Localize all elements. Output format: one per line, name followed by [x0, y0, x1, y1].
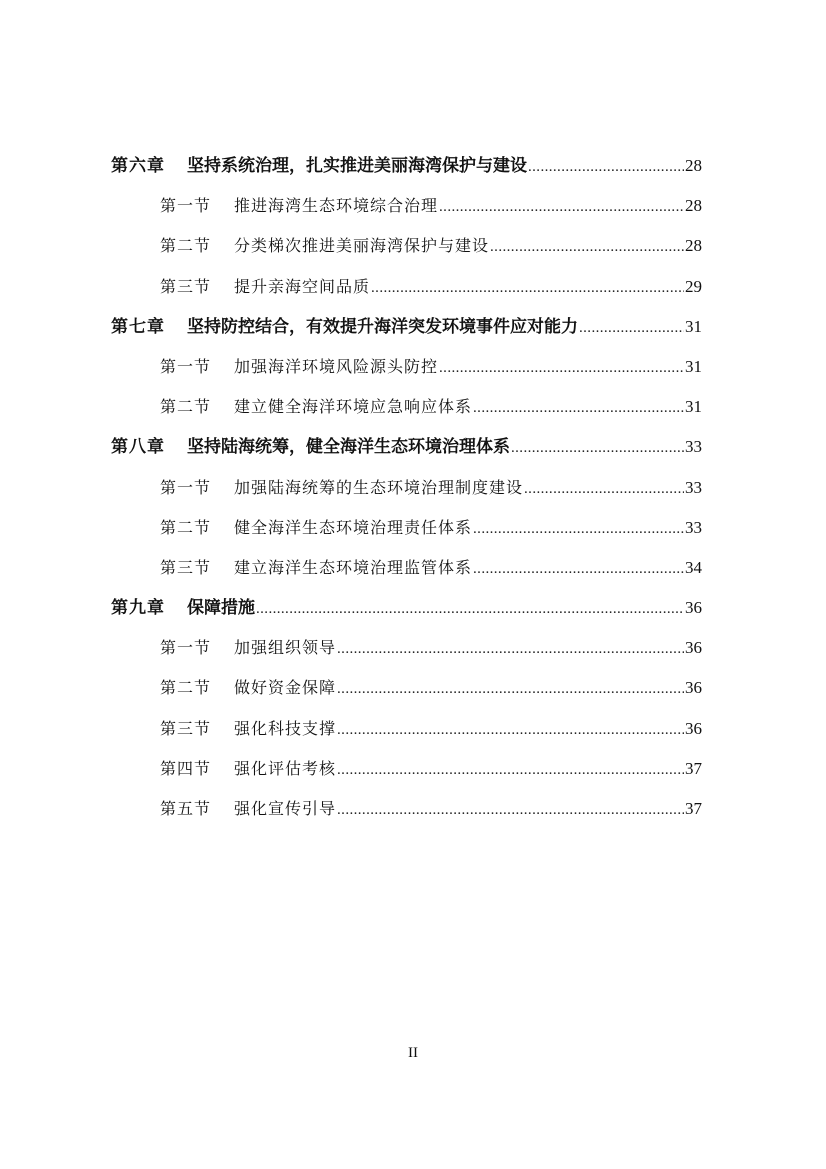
toc-entry-number: 第二节 [160, 517, 212, 537]
toc-leader-dots [490, 227, 684, 267]
toc-entry-page: 37 [685, 758, 702, 778]
toc-section-9-3[interactable] [0, 709, 702, 749]
toc-entry-title: 强化宣传引导 [234, 799, 337, 818]
toc-entry-page: 36 [685, 718, 702, 738]
toc-entry-number: 第九章 [111, 598, 165, 619]
toc-leader-dots [439, 187, 684, 227]
toc-entry-title: 分类梯次推进美丽海湾保护与建设 [234, 236, 490, 256]
toc-leader-dots [256, 589, 684, 629]
toc-entry-page: 33 [685, 517, 702, 537]
table-of-contents [0, 146, 826, 829]
toc-section-9-1[interactable] [0, 628, 702, 668]
toc-leader-dots [511, 428, 684, 468]
toc-entry-number: 第二节 [160, 397, 212, 417]
toc-entry-page: 33 [685, 437, 702, 457]
toc-entry-title: 强化评估考核 [234, 758, 337, 778]
toc-section-7-2[interactable] [0, 387, 702, 427]
toc-entry-page: 31 [685, 397, 702, 417]
toc-section-7-1[interactable] [0, 347, 702, 387]
toc-entry-number: 第八章 [111, 437, 165, 458]
page-number: II [408, 1045, 418, 1061]
toc-entry-title: 坚持防控结合，有效提升海洋突发环境事件应对能力 [187, 316, 578, 337]
toc-section-8-3[interactable] [0, 548, 702, 588]
toc-entry-title: 做好资金保障 [234, 678, 337, 698]
toc-chapter-7[interactable] [0, 307, 702, 347]
toc-section-8-1[interactable] [0, 468, 702, 508]
toc-entry-page: 31 [685, 356, 702, 376]
toc-entry-title: 强化科技支撑 [234, 718, 337, 738]
toc-entry-title: 加强海洋环境风险源头防控 [234, 356, 439, 376]
toc-leader-dots [439, 348, 684, 388]
toc-entry-title: 推进海湾生态环境综合治理 [234, 196, 439, 216]
toc-entry-title: 建立海洋生态环境治理监管体系 [234, 557, 473, 577]
toc-entry-page: 33 [685, 477, 702, 497]
toc-entry-page: 31 [685, 316, 702, 336]
toc-chapter-9[interactable] [0, 588, 702, 628]
toc-entry-title: 提升亲海空间品质 [234, 276, 371, 296]
toc-leader-dots [337, 629, 684, 669]
toc-leader-dots [524, 469, 684, 509]
toc-entry-number: 第三节 [160, 276, 212, 296]
toc-section-6-2[interactable] [0, 226, 702, 266]
toc-leader-dots [473, 388, 684, 428]
toc-chapter-8[interactable] [0, 427, 702, 467]
toc-section-8-2[interactable] [0, 508, 702, 548]
toc-leader-dots [337, 669, 684, 709]
toc-leader-dots [337, 710, 684, 750]
toc-entry-number: 第一节 [160, 477, 212, 497]
toc-entry-page: 28 [685, 236, 702, 256]
toc-entry-number: 第三节 [160, 557, 212, 577]
toc-leader-dots [473, 509, 684, 549]
toc-entry-number: 第六章 [111, 156, 165, 176]
toc-entry-number: 第二节 [160, 678, 212, 698]
toc-entry-number: 第二节 [160, 236, 212, 256]
toc-leader-dots [337, 750, 684, 790]
toc-entry-page: 34 [685, 557, 702, 577]
toc-entry-page: 36 [685, 598, 702, 618]
toc-leader-dots [579, 308, 684, 348]
toc-entry-number: 第三节 [160, 718, 212, 738]
toc-entry-number: 第七章 [111, 316, 165, 337]
toc-section-9-4[interactable] [0, 749, 702, 789]
toc-leader-dots [528, 147, 684, 187]
toc-entry-page: 28 [685, 196, 702, 216]
toc-leader-dots [371, 268, 684, 308]
toc-entry-page: 29 [685, 276, 702, 296]
toc-section-6-3[interactable] [0, 267, 702, 307]
toc-entry-page: 36 [685, 678, 702, 698]
toc-entry-title: 加强陆海统筹的生态环境治理制度建设 [234, 477, 524, 497]
toc-section-9-5[interactable] [0, 789, 702, 829]
toc-entry-title: 保障措施 [187, 598, 255, 619]
toc-leader-dots [337, 790, 684, 830]
toc-entry-page: 28 [685, 156, 702, 175]
toc-entry-page: 36 [685, 638, 702, 658]
toc-section-9-2[interactable] [0, 668, 702, 708]
toc-entry-title: 坚持系统治理，扎实推进美丽海湾保护与建设 [187, 156, 527, 176]
toc-chapter-6[interactable] [0, 146, 702, 186]
toc-entry-title: 坚持陆海统筹，健全海洋生态环境治理体系 [187, 437, 510, 458]
toc-entry-number: 第一节 [160, 196, 212, 216]
toc-entry-title: 建立健全海洋环境应急响应体系 [234, 397, 473, 417]
toc-entry-number: 第一节 [160, 356, 212, 376]
toc-entry-number: 第四节 [160, 758, 212, 778]
toc-entry-page: 37 [685, 799, 702, 818]
toc-leader-dots [473, 549, 684, 589]
toc-entry-number: 第一节 [160, 638, 212, 658]
toc-entry-number: 第五节 [160, 799, 212, 818]
toc-section-6-1[interactable] [0, 186, 702, 226]
toc-entry-title: 加强组织领导 [234, 638, 337, 658]
toc-entry-title: 健全海洋生态环境治理责任体系 [234, 517, 473, 537]
